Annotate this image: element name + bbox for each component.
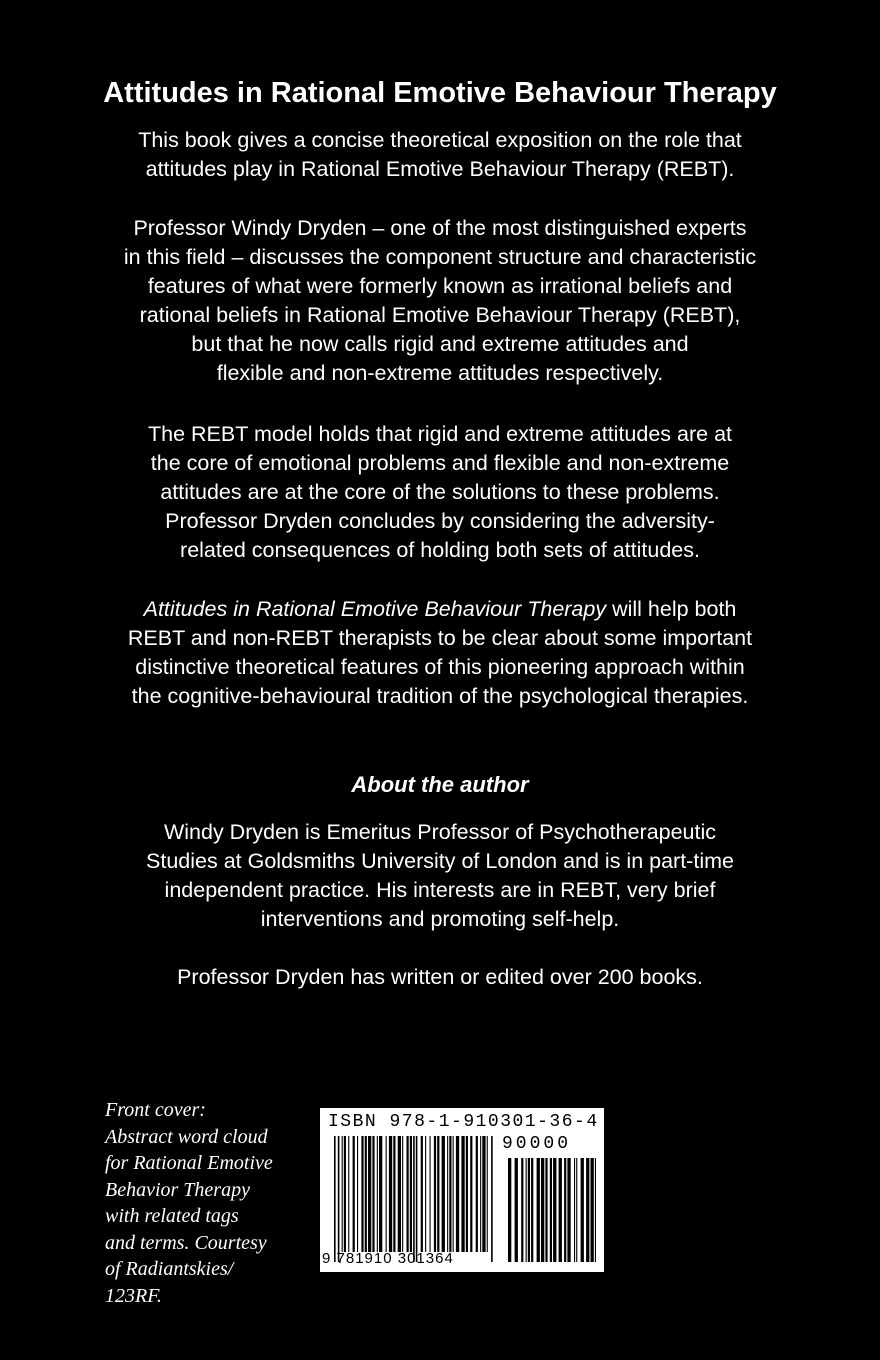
barcode-bar [453,1136,454,1252]
barcode-bar [389,1136,392,1252]
barcode-bar [361,1136,363,1252]
barcode-bar [480,1136,481,1252]
text-line: flexible and non-extreme attitudes respectively. [216,361,664,385]
barcode-bar [545,1158,547,1262]
back-cover-title: Attitudes in Rational Emotive Behaviour Therapy [103,77,777,109]
description-paragraph-4 [60,595,820,711]
barcode-bar [338,1136,340,1262]
italic-book-title: Attitudes in Rational Emotive Behaviour Therapy [143,597,607,621]
credit-line: Abstract word cloud [105,1125,268,1148]
credit-line: Behavior Therapy [105,1178,250,1201]
barcode-bar [442,1136,445,1252]
barcode-bar [407,1136,409,1252]
barcode-bar [591,1158,594,1262]
barcode-bar [487,1136,488,1252]
barcode-bar [421,1136,423,1252]
barcode-bar [491,1136,493,1262]
barcode-bar [379,1136,382,1252]
barcode-bar [466,1136,468,1252]
barcode-bar [430,1136,431,1252]
barcode-bar [515,1158,518,1262]
barcode-bar [393,1136,395,1252]
isbn-barcode [320,1108,604,1272]
text-line: rational beliefs in Rational Emotive Behaviour Therapy (REBT), [139,303,741,327]
text-line: This book gives a concise theoretical exposition on the role that [138,128,742,152]
barcode-bar [526,1158,527,1262]
front-cover-credit [105,1097,315,1309]
barcode-bar [334,1136,336,1262]
text-line: The REBT model holds that rigid and extreme attitudes are at [148,422,732,446]
barcode-bar [348,1136,349,1252]
credit-line: Front cover: [105,1099,206,1121]
price-addon-digits: 90000 [502,1134,572,1154]
text-line [60,595,820,624]
text-line: Professor Dryden concludes by considering the adversity- [165,509,715,533]
barcode-bar [413,1136,415,1262]
barcode-bar [425,1136,426,1252]
barcode-bar [528,1158,530,1262]
barcode-bar [357,1136,358,1252]
credit-line: of Radiantskies/ [105,1258,234,1280]
text-line: interventions and promoting self-help. [260,907,620,931]
barcode-bar [470,1136,472,1252]
text-line: in this field – discusses the component structure and characteristic [123,245,757,269]
text-line: Professor Dryden has written or edited over 200 books. [177,965,703,989]
barcode-bar [521,1158,523,1262]
text-line: but that he now calls rigid and extreme attitudes and [191,332,689,356]
credit-line: for Rational Emotive [105,1152,273,1174]
barcode-bar [482,1136,485,1252]
barcode-bar [449,1136,451,1252]
barcode-bar [398,1136,401,1252]
barcode-bar [595,1158,596,1262]
barcode-bar [437,1136,439,1252]
barcode-bar [386,1136,387,1252]
barcode-bar [476,1136,478,1252]
barcode-bar [456,1136,459,1252]
text-line: features of what were formerly known as irrational beliefs and [147,274,733,298]
text-line: Windy Dryden is Emeritus Professor of Psychotherapeutic [163,820,717,844]
text-line: independent practice. His interests are in REBT, very brief [164,878,716,902]
barcode-bar [541,1158,544,1262]
barcode-bar [574,1158,575,1262]
barcode-bar [559,1158,562,1262]
text-line: REBT and non-REBT therapists to be clear about some important [127,626,753,650]
ean-digits: 9 781910 301364 [322,1250,454,1267]
about-author-heading: About the author [351,772,529,797]
barcode-bar [461,1136,464,1252]
barcode-bar [353,1136,355,1252]
credit-line: 123RF. [105,1284,162,1307]
barcode-bar [365,1136,367,1252]
text-line: Studies at Goldsmiths University of London and is in part-time [146,849,734,873]
barcode-bar [377,1136,378,1252]
barcode-bar [434,1136,436,1252]
text-line: attitudes play in Rational Emotive Behaviour Therapy (REBT). [145,157,735,181]
description-paragraph-2 [60,214,820,388]
text-line: the core of emotional problems and flexible and non-extreme [150,451,730,475]
barcode-bar [553,1158,556,1262]
barcode-bar [410,1136,412,1252]
barcode-bar [402,1136,403,1252]
text-line: the cognitive-behavioural tradition of the psychological therapies. [131,684,749,708]
isbn-label: ISBN 978-1-910301-36-4 [328,1112,599,1132]
barcode-bars [320,1108,604,1272]
barcode-bar [550,1158,552,1262]
text-line: attitudes are at the core of the solutions to these problems. [160,480,720,504]
barcode-bar [581,1158,584,1262]
barcode-bar [567,1158,570,1262]
barcode-bar [342,1136,343,1252]
text-fragment: will help both [606,597,737,621]
barcode-bar [576,1158,577,1262]
barcode-bar [531,1158,533,1262]
barcode-bar [368,1136,371,1252]
barcode-bar [372,1136,374,1252]
description-paragraph-1 [60,126,820,184]
barcode-bar [416,1136,418,1262]
description-paragraph-3 [60,420,820,565]
author-bio-paragraph [60,818,820,934]
author-books-paragraph [60,963,820,992]
text-line: distinctive theoretical features of this pioneering approach within [135,655,745,679]
barcode-bar [537,1158,540,1262]
text-line: Professor Windy Dryden – one of the most distinguished experts [133,216,747,240]
text-line: related consequences of holding both sets of attitudes. [180,538,700,562]
barcode-bar [508,1158,511,1262]
credit-line: with related tags [105,1205,239,1227]
barcode-bar [447,1136,448,1252]
barcode-bar [344,1136,346,1252]
barcode-bar [586,1158,589,1262]
credit-line: and terms. Courtesy [105,1231,267,1254]
barcode-bar [564,1158,566,1262]
